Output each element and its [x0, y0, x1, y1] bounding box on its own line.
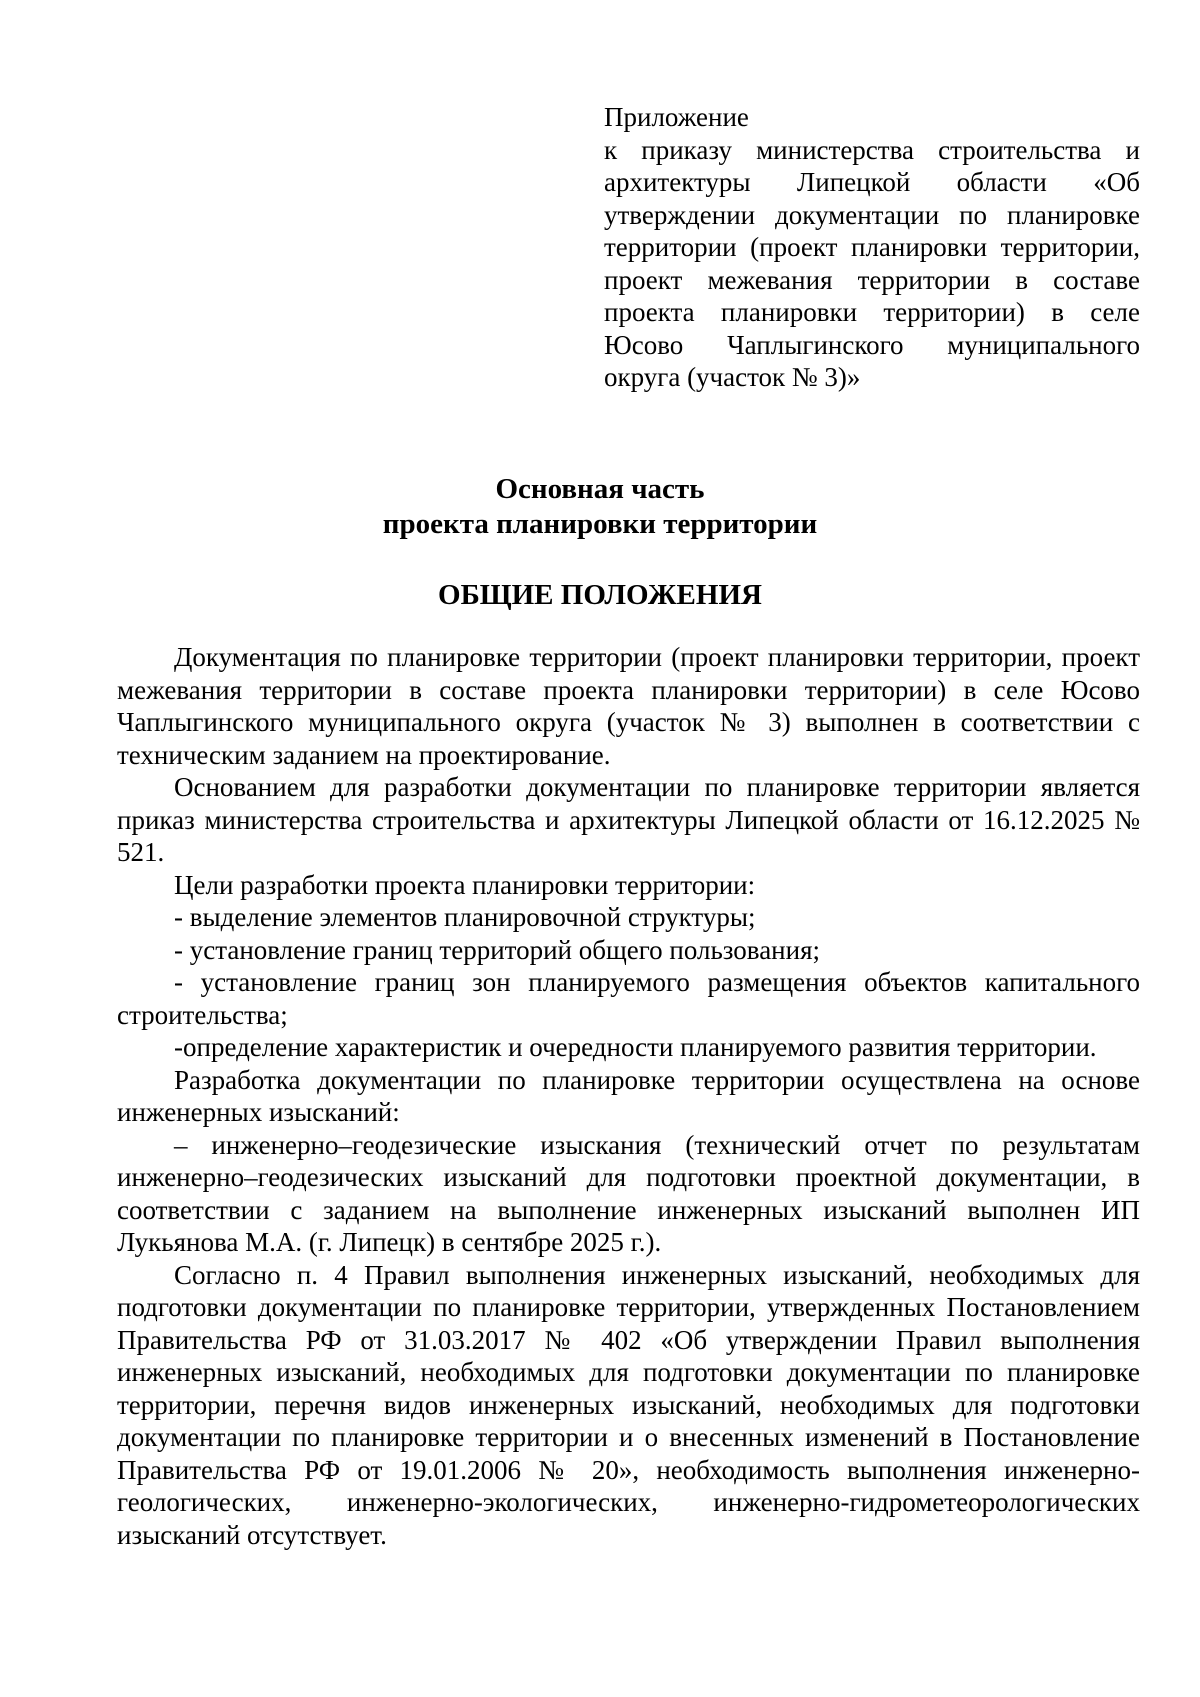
annex-label: Приложение	[604, 102, 749, 132]
annex-text: к приказу министерства строительства и архитектуры Липецкой области «Об утверждении документации по планировке территории (проект планировки территории, проект межевания территории в составе проекта планировки территории) в селе Юсово Чаплыгинского муниципального округа (участок № 3)»	[604, 134, 1140, 392]
heading-line-2: проекта планировки территории	[382, 508, 818, 540]
paragraph: Основанием для разработки документации по планировке территории является приказ министерства строительства и архитектуры Липецкой области от 16.12.2025 № 521.	[117, 772, 1140, 867]
paragraph: Разработка документации по планировке территории осуществлена на основе инженерных изысканий:	[117, 1064, 1140, 1127]
list-item: - выделение элементов планировочной структуры;	[174, 902, 756, 932]
document-body	[117, 641, 1140, 1551]
heading-line-1: Основная часть	[495, 473, 705, 505]
list-item: - установление границ территорий общего пользования;	[174, 934, 820, 965]
list-item: - установление границ зон планируемого размещения объектов капитального строительства;	[117, 967, 1140, 1030]
list-item: -определение характеристик и очередности планируемого развития территории.	[174, 1032, 1097, 1062]
section-title: ОБЩИЕ ПОЛОЖЕНИЯ	[438, 579, 762, 611]
paragraph: Согласно п. 4 Правил выполнения инженерных изысканий, необходимых для подготовки документации по планировке территории, утвержденных Постановлением Правительства РФ от 31.03.2017 № 402 «Об утверждении Правил выполнения инженерных изысканий, необходимых для подготовки документации по планировке территории, перечня видов инженерных изысканий, необходимых для подготовки документации по планировке территории и о внесенных изменений в Постановление Правительства РФ от 19.01.2006 № 20», необходимость выполнения инженерно-геологических, инженерно-экологических, инженерно-гидрометеорологических изысканий отсутствует.	[117, 1259, 1140, 1550]
annex-block	[604, 101, 1140, 394]
paragraph: Документация по планировке территории (проект планировки территории, проект межевания территории в составе проекта планировки территории) в селе Юсово Чаплыгинского муниципального округа (участок № 3) выполнен в соответствии с техническим заданием на проектирование.	[117, 642, 1140, 770]
paragraph: Цели разработки проекта планировки территории:	[174, 869, 756, 900]
list-item: – инженерно–геодезические изыскания (технический отчет по результатам инженерно–геодезических изысканий для подготовки проектной документации, в соответствии с заданием на выполнение инженерных изысканий выполнен ИП Лукьянова М.А. (г. Липецк) в сентябре 2025 г.).	[117, 1129, 1140, 1257]
